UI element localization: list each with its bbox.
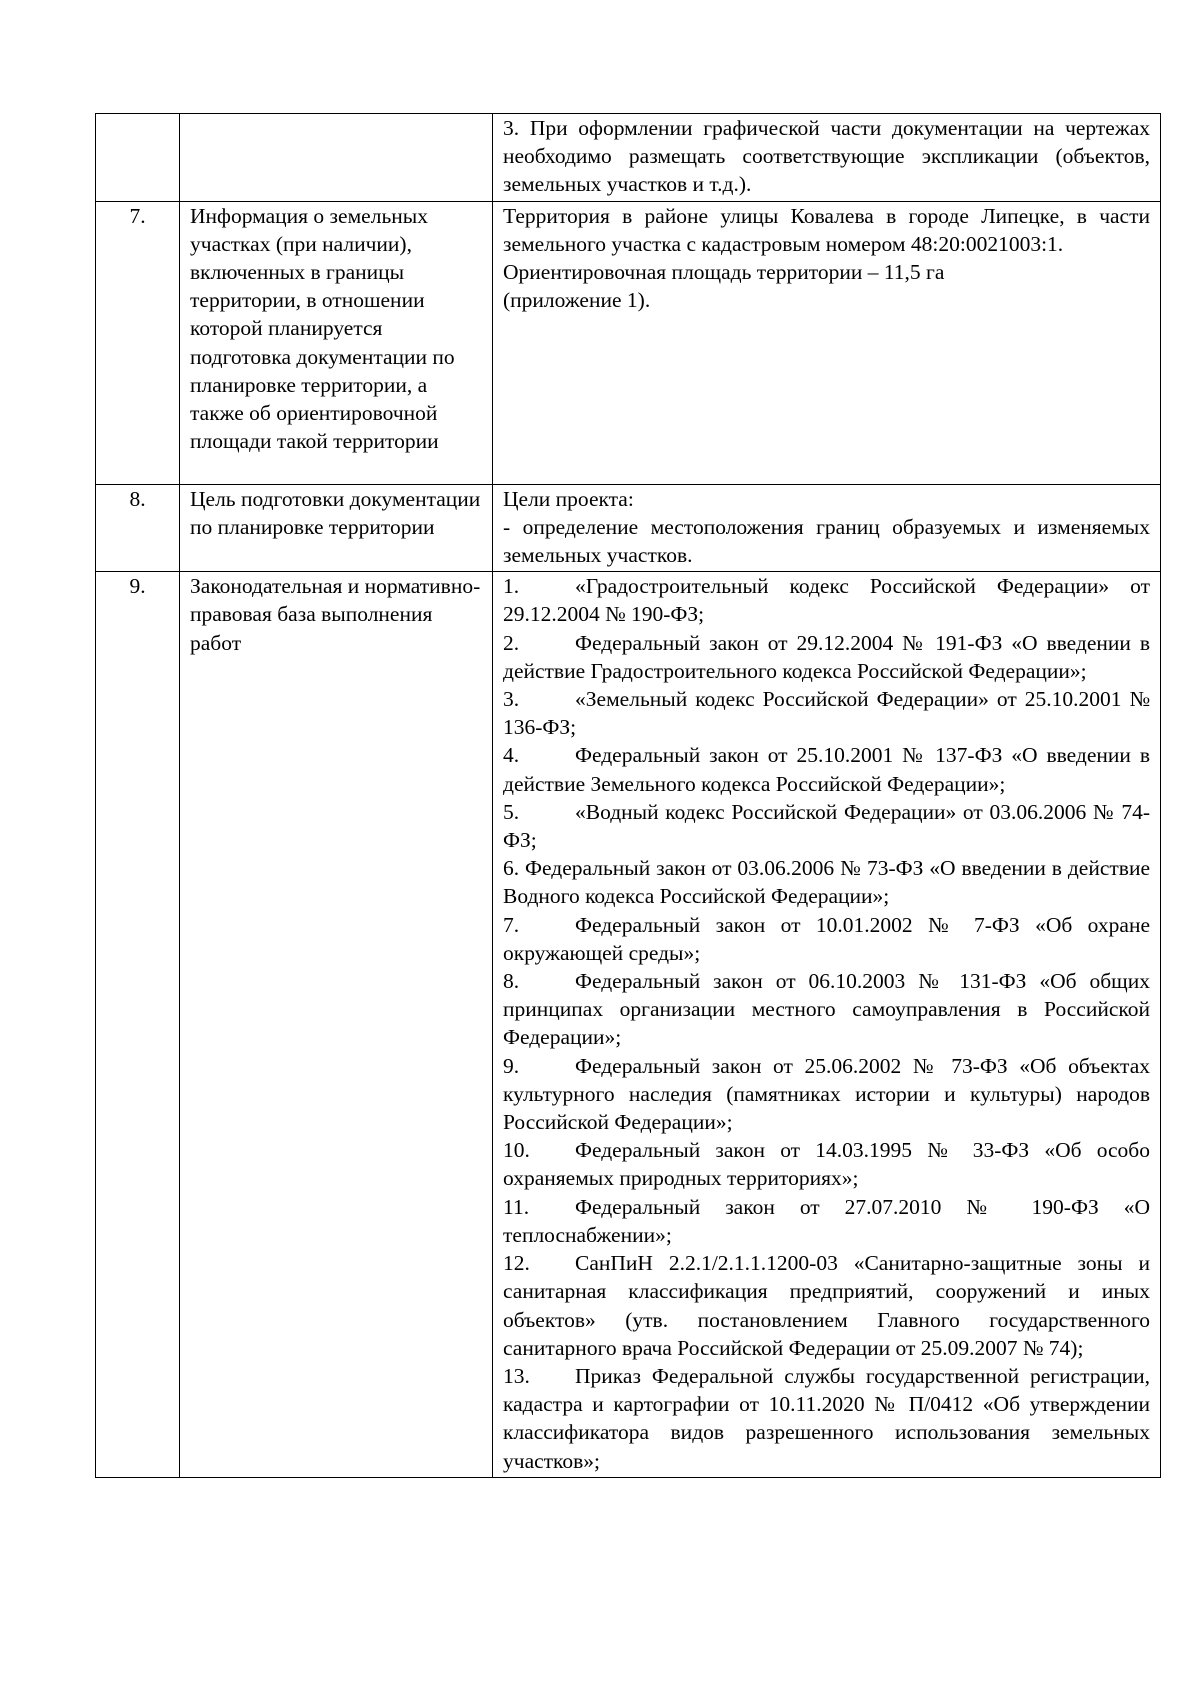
list-item-number: 2.	[503, 630, 520, 655]
row-number-cell: 7.	[96, 201, 180, 484]
requirements-table	[95, 113, 1161, 1478]
list-item	[503, 1249, 1150, 1362]
list-item	[503, 685, 1150, 741]
value-cell	[493, 114, 1161, 202]
table-row	[96, 572, 1161, 1478]
list-item	[503, 854, 1150, 910]
value-cell	[493, 484, 1161, 572]
row-number-cell: 8.	[96, 484, 180, 572]
list-item-text: «Градостроительный кодекс Российской Федерации» от 29.12.2004 № 190-ФЗ;	[503, 574, 1150, 627]
list-item-text: Приказ Федеральной службы государственной регистрации, кадастра и картографии от 10.11.2020 № П/0412 «Об утверждении классификатора видов разрешенного использования земельных участков»;	[503, 1363, 1150, 1473]
list-item-text: СанПиН 2.2.1/2.1.1.1200-03 «Санитарно-защитные зоны и санитарная классификация предприятий, сооружений и иных объектов» (утв. постановлением Главного государственного санитарного врача Российской Федерации от 25.09.2007 № 74);	[503, 1251, 1150, 1360]
row-number-cell: 9.	[96, 572, 180, 1478]
list-item-text: Федеральный закон от 25.10.2001 № 137-ФЗ «О введении в действие Земельного кодекса Российской Федерации»;	[503, 743, 1150, 796]
list-item	[503, 629, 1150, 685]
list-item-text: Федеральный закон от 06.10.2003 № 131-ФЗ «Об общих принципах организации местного самоуправления в Российской Федерации»;	[503, 969, 1150, 1050]
parameter-cell: Законодательная и нормативно-правовая база выполнения работ	[180, 572, 493, 1478]
list-item	[503, 1136, 1150, 1192]
table-row	[96, 484, 1161, 572]
list-item-number: 3.	[503, 687, 520, 712]
list-item-number: 13.	[503, 1363, 530, 1388]
list-item-text: Федеральный закон от 25.06.2002 № 73-ФЗ «Об объектах культурного наследия (памятниках истории и культуры) народов Российской Федерации»;	[503, 1053, 1150, 1135]
list-item-number: 10.	[503, 1138, 530, 1163]
list-item-number: 9.	[503, 1053, 520, 1078]
list-item-text: 6. Федеральный закон от 03.06.2006 № 73-ФЗ «О введении в действие Водного кодекса Российской Федерации»;	[503, 856, 1150, 909]
value-paragraph: Ориентировочная площадь территории – 11,5 га (приложение 1).	[503, 260, 945, 313]
parameter-cell: Цель подготовки документации по планировке территории	[180, 484, 493, 572]
parameter-cell: Информация о земельных участках (при наличии), включенных в границы территории, в отношении которой планируется подготовка документации по планировке территории, а также об ориентировочной площади такой территории	[180, 201, 493, 484]
list-item	[503, 911, 1150, 967]
list-item-text: «Земельный кодекс Российской Федерации» от 25.10.2001 № 136-ФЗ;	[503, 687, 1150, 740]
list-item	[503, 741, 1150, 797]
list-item	[503, 1193, 1150, 1249]
list-item-text: Федеральный закон от 27.07.2010 № 190-ФЗ «О теплоснабжении»;	[503, 1194, 1150, 1247]
parameter-cell	[180, 114, 493, 202]
list-item-number: 4.	[503, 743, 520, 768]
legal-basis-list	[493, 572, 1161, 1478]
list-item	[503, 967, 1150, 1052]
list-item-text: «Водный кодекс Российской Федерации» от 03.06.2006 № 74-ФЗ;	[503, 799, 1150, 853]
list-item-number: 1.	[503, 574, 520, 599]
list-item	[503, 1052, 1150, 1137]
list-item	[503, 572, 1150, 628]
list-item-text: Федеральный закон от 29.12.2004 № 191-ФЗ «О введении в действие Градостроительного кодекса Российской Федерации»;	[503, 630, 1150, 683]
value-cell	[493, 201, 1161, 484]
table-row	[96, 114, 1161, 202]
list-item	[503, 1362, 1150, 1475]
list-item-text: Федеральный закон от 14.03.1995 № 33-ФЗ «Об особо охраняемых природных территориях»;	[503, 1138, 1150, 1191]
list-item-number: 12.	[503, 1251, 530, 1276]
value-paragraph: 3. При оформлении графической части документации на чертежах необходимо размещать соответствующие экспликации (объектов, земельных участков и т.д.).	[503, 116, 1150, 197]
value-paragraph: Территория в районе улицы Ковалева в городе Липецке, в части земельного участка с кадастровым номером 48:20:0021003:1.	[503, 203, 1150, 256]
list-item-number: 8.	[503, 969, 520, 994]
list-item-number: 7.	[503, 912, 520, 937]
list-item-number: 5.	[503, 799, 520, 824]
list-item-text: Федеральный закон от 10.01.2002 № 7-ФЗ «Об охране окружающей среды»;	[503, 912, 1150, 965]
value-paragraph: - определение местоположения границ образуемых и изменяемых земельных участков.	[503, 514, 1150, 568]
table-row	[96, 201, 1161, 484]
row-number-cell	[96, 114, 180, 202]
value-paragraph: Цели проекта:	[503, 486, 634, 511]
list-item	[503, 798, 1150, 854]
list-item-number: 11.	[503, 1194, 530, 1219]
